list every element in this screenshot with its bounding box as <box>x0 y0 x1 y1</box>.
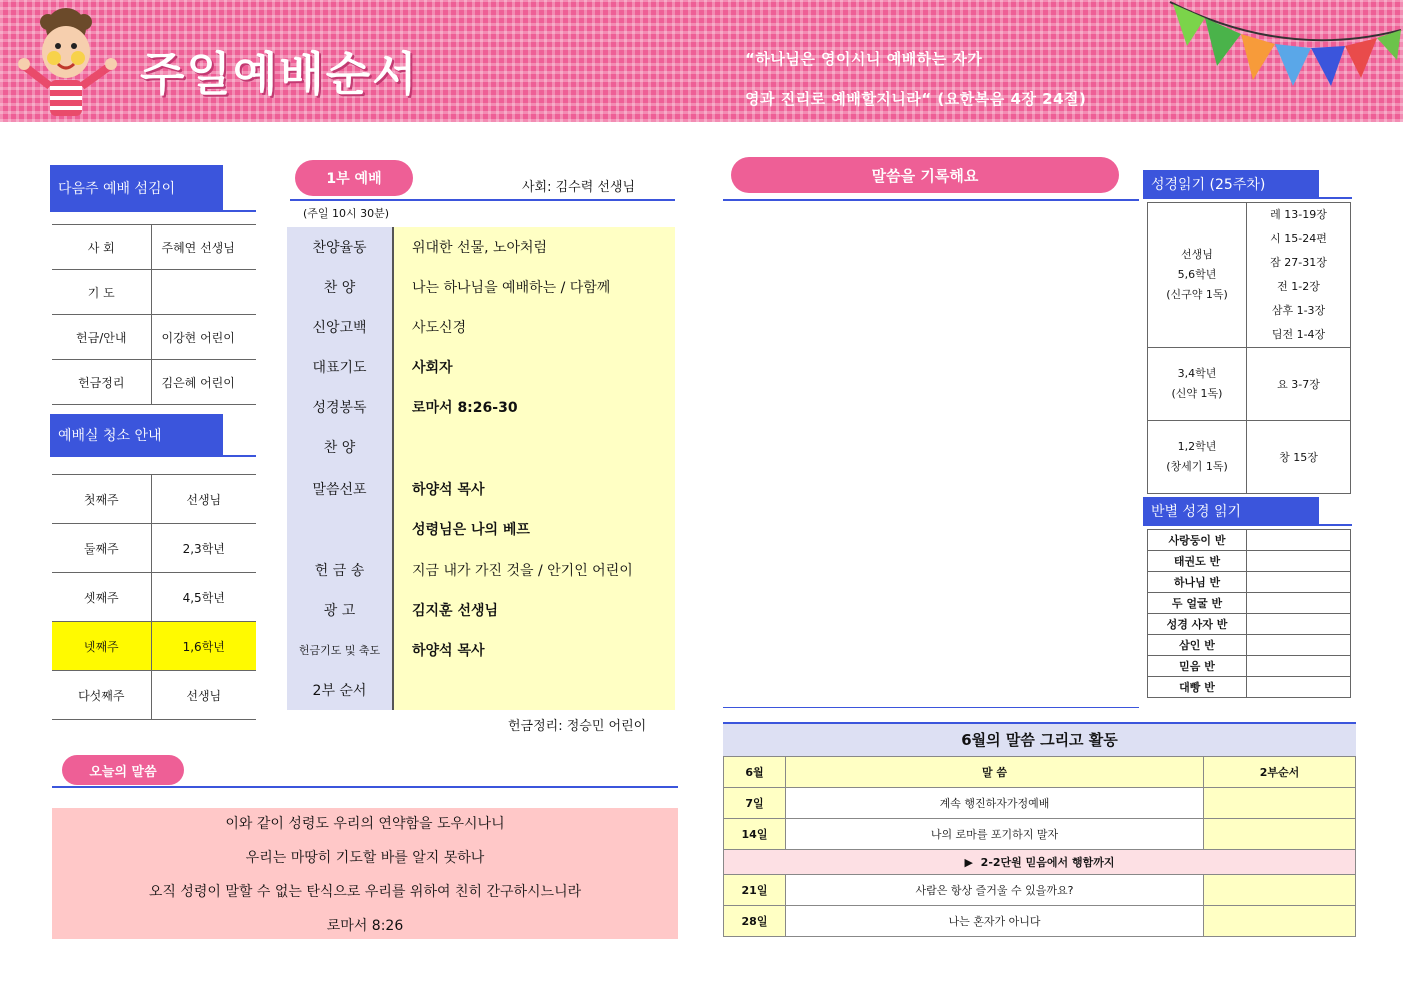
table-row <box>52 270 256 315</box>
table-row <box>724 906 1356 937</box>
table-header-row <box>724 757 1356 788</box>
next-week-table <box>52 224 256 405</box>
class-name: 삼인 반 <box>1148 635 1247 656</box>
unit-banner-text: 2-2단원 믿음에서 행함까지 <box>980 856 1115 869</box>
table-row <box>1148 614 1351 635</box>
service-row <box>312 347 780 387</box>
service-title-pill: 1부 예배 <box>295 160 413 196</box>
role-cell: 사 회 <box>52 225 151 270</box>
bible-reading-heading: 성경읽기 (25주차) <box>1143 170 1319 197</box>
reading-items: 창 15장 <box>1247 421 1351 494</box>
table-row <box>52 573 256 622</box>
word-cell: 계속 행진하자가정예배 <box>786 788 1204 819</box>
week-cell: 둘째주 <box>52 524 151 573</box>
class-reading-heading: 반별 성경 읽기 <box>1143 497 1319 524</box>
service-time: (주일 10시 30분) <box>303 207 390 220</box>
class-name: 사랑둥이 반 <box>1148 530 1247 551</box>
service-label: 성경봉독 <box>312 400 367 416</box>
class-name: 대빵 반 <box>1148 677 1247 698</box>
verse-line: 오직 성령이 말할 수 없는 탄식으로 우리를 위하여 친히 간구하시느니라 <box>148 884 582 900</box>
unit-banner-row <box>724 850 1356 875</box>
who-cell: 1,6학년 <box>151 622 256 671</box>
table-row <box>1148 348 1351 421</box>
second-cell <box>1204 819 1356 850</box>
page-title: 주일예배순서 <box>140 47 419 101</box>
table-row <box>1148 572 1351 593</box>
section-divider <box>1143 524 1352 526</box>
service-host: 사회: 김수력 선생님 <box>522 180 636 195</box>
service-label: 헌금기도 및 축도 <box>298 644 381 657</box>
play-triangle-icon: ▶ <box>964 856 973 869</box>
class-progress <box>1247 551 1351 572</box>
verse-line: 이와 같이 성령도 우리의 연약함을 도우시나니 <box>225 816 505 832</box>
group-label: 1,2학년 (창세기 1독) <box>1148 421 1247 494</box>
table-row <box>1148 593 1351 614</box>
service-row <box>314 550 780 590</box>
group-label: 선생님 5,6학년 (신구약 1독) <box>1148 203 1247 348</box>
verse-line: 우리는 마땅히 기도할 바를 알지 못하나 <box>245 850 485 866</box>
day-cell: 14일 <box>724 819 786 850</box>
service-row <box>298 630 780 670</box>
service-value: 지금 내가 가진 것을 / 안기인 어린이 <box>412 563 633 579</box>
table-row <box>1148 656 1351 677</box>
header-cell: 6월 <box>724 757 786 788</box>
table-row <box>724 819 1356 850</box>
class-name: 하나님 반 <box>1148 572 1247 593</box>
june-title: 6월의 말씀 그리고 활동 <box>723 724 1356 756</box>
service-label: 광 고 <box>323 603 356 619</box>
table-row <box>52 671 256 720</box>
second-cell <box>1204 875 1356 906</box>
sermon-title: 성령님은 나의 베프 <box>412 522 530 538</box>
service-value: 로마서 8:26-30 <box>412 400 518 416</box>
table-row <box>1148 635 1351 656</box>
service-value: 나는 하나님을 예배하는 / 다함께 <box>412 280 611 296</box>
table-row <box>52 360 256 405</box>
unit-banner <box>724 850 1356 875</box>
week-cell: 다섯째주 <box>52 671 151 720</box>
class-name: 성경 사자 반 <box>1148 614 1247 635</box>
bunting-flags-icon <box>1165 0 1403 96</box>
table-row <box>52 475 256 524</box>
class-progress <box>1247 635 1351 656</box>
service-row <box>312 227 780 267</box>
section-divider <box>52 786 678 788</box>
header-cell: 2부순서 <box>1204 757 1356 788</box>
cleaning-heading: 예배실 청소 안내 <box>50 414 223 455</box>
today-word-pill: 오늘의 말씀 <box>62 755 184 785</box>
table-row <box>1148 530 1351 551</box>
group-label: 3,4학년 (신약 1독) <box>1148 348 1247 421</box>
section-divider <box>50 210 256 212</box>
quote-line-2: 영과 진리로 예배할지니라“ (요한복음 4장 24절) <box>745 90 1087 108</box>
child-mascot-icon <box>18 6 118 122</box>
service-label: 말씀선포 <box>312 482 367 498</box>
table-row <box>52 315 256 360</box>
section-divider <box>290 199 675 201</box>
service-value: 하양석 목사 <box>412 643 485 659</box>
bible-reading-table <box>1147 202 1351 494</box>
second-cell <box>1204 788 1356 819</box>
section-divider <box>1143 197 1352 199</box>
name-cell <box>151 270 256 315</box>
day-cell: 28일 <box>724 906 786 937</box>
table-row <box>1148 421 1351 494</box>
class-name: 두 얼굴 반 <box>1148 593 1247 614</box>
week-cell: 넷째주 <box>52 622 151 671</box>
class-progress <box>1247 572 1351 593</box>
next-week-heading: 다음주 예배 섬김이 <box>50 165 223 210</box>
class-progress <box>1247 656 1351 677</box>
word-cell: 나의 로마를 포기하지 말자 <box>786 819 1204 850</box>
verse-reference: 로마서 8:26 <box>326 918 404 934</box>
class-progress <box>1247 677 1351 698</box>
service-order <box>287 227 675 710</box>
service-label: 신앙고백 <box>312 320 367 336</box>
table-row <box>1148 677 1351 698</box>
service-row <box>323 590 780 630</box>
notes-bottom-line <box>723 707 1139 708</box>
class-progress <box>1247 593 1351 614</box>
section-divider <box>50 455 256 457</box>
table-row <box>52 524 256 573</box>
class-reading-table <box>1147 529 1351 698</box>
service-label: 찬 양 <box>323 440 356 456</box>
reading-items: 레 13-19장 시 15-24편 잠 27-31장 전 1-2장 삼후 1-3장 딤전 1-4장 <box>1247 203 1351 348</box>
service-value: 사회자 <box>412 360 453 376</box>
june-table <box>723 756 1356 937</box>
service-row <box>312 307 780 347</box>
word-cell: 나는 혼자가 아니다 <box>786 906 1204 937</box>
service-label: 대표기도 <box>312 360 367 376</box>
class-name: 믿음 반 <box>1148 656 1247 677</box>
name-cell: 이강현 어린이 <box>151 315 256 360</box>
service-label: 헌 금 송 <box>314 563 365 579</box>
class-progress <box>1247 614 1351 635</box>
name-cell: 주혜연 선생님 <box>151 225 256 270</box>
week-cell: 셋째주 <box>52 573 151 622</box>
week-cell: 첫째주 <box>52 475 151 524</box>
service-column-divider <box>392 227 394 710</box>
word-cell: 사람은 항상 즐거울 수 있을까요? <box>786 875 1204 906</box>
class-progress <box>1247 530 1351 551</box>
service-label: 찬 양 <box>323 280 356 296</box>
day-cell: 21일 <box>724 875 786 906</box>
service-label: 찬양율동 <box>312 240 367 256</box>
table-row-highlighted <box>52 622 256 671</box>
role-cell: 헌금정리 <box>52 360 151 405</box>
header-cell: 말 씀 <box>786 757 1204 788</box>
offering-note: 헌금정리: 정승민 어린이 <box>508 719 647 734</box>
service-value: 하양석 목사 <box>412 482 485 498</box>
service-row <box>312 387 780 427</box>
cleaning-table <box>52 474 256 720</box>
service-row <box>323 267 780 307</box>
table-row <box>52 225 256 270</box>
table-row <box>1148 551 1351 572</box>
name-cell: 김은혜 어린이 <box>151 360 256 405</box>
service-value: 사도신경 <box>412 320 467 336</box>
who-cell: 4,5학년 <box>151 573 256 622</box>
notes-area[interactable] <box>723 201 1139 707</box>
table-row <box>724 788 1356 819</box>
who-cell: 선생님 <box>151 671 256 720</box>
role-cell: 기 도 <box>52 270 151 315</box>
notes-heading-pill: 말씀을 기록해요 <box>731 157 1119 193</box>
table-row <box>724 875 1356 906</box>
second-cell <box>1204 906 1356 937</box>
who-cell: 선생님 <box>151 475 256 524</box>
service-value: 위대한 선물, 노아처럼 <box>412 240 548 256</box>
service-row <box>312 469 780 509</box>
service-label: 2부 순서 <box>312 683 367 699</box>
who-cell: 2,3학년 <box>151 524 256 573</box>
role-cell: 헌금/안내 <box>52 315 151 360</box>
service-row <box>392 509 780 549</box>
service-value: 김지훈 선생님 <box>412 603 499 619</box>
service-row <box>323 427 780 467</box>
table-row <box>1148 203 1351 348</box>
verse-box <box>52 808 678 939</box>
reading-items: 요 3-7장 <box>1247 348 1351 421</box>
class-name: 태권도 반 <box>1148 551 1247 572</box>
service-row <box>312 670 780 710</box>
day-cell: 7일 <box>724 788 786 819</box>
quote-line-1: “하나님은 영이시니 예배하는 자가 <box>745 50 983 68</box>
